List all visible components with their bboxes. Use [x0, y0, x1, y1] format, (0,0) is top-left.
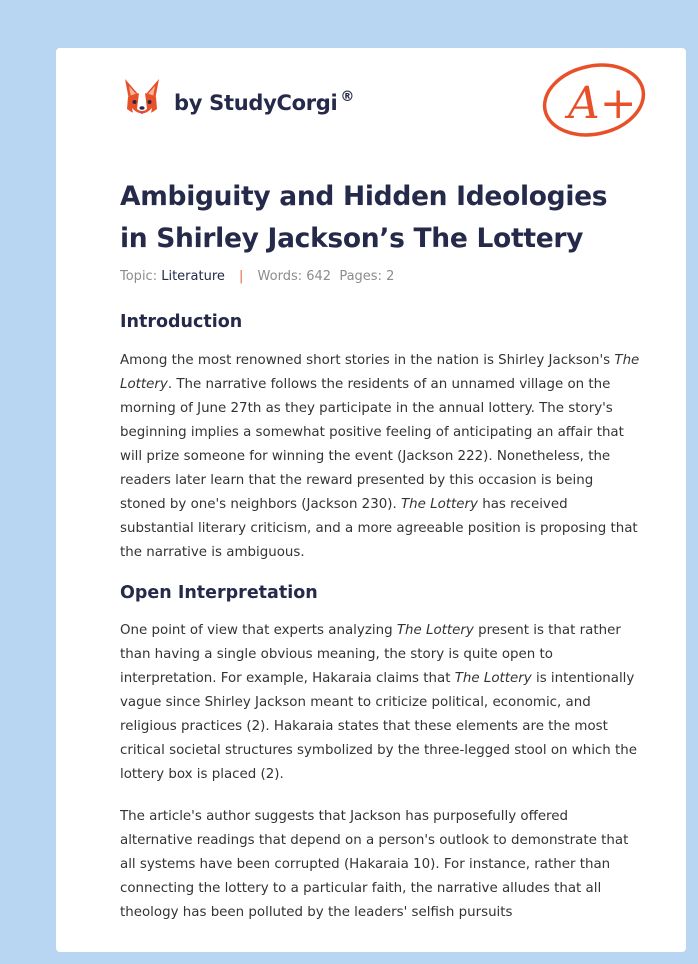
a-plus-grade-icon [538, 58, 650, 142]
section-heading-introduction: Introduction [120, 312, 243, 332]
meta-info [120, 269, 394, 284]
page-count: Pages: 2 [339, 269, 395, 284]
open-interpretation-paragraph-1: One point of view that experts analyzing The Lottery present is that rather than having a single obvious meaning, the story is quite open to interpretation. For example, Hakaraia claims that The Lottery is intentionally vague since Shirley Jackson meant to criticize political, economic, and religious practices (2). Hakaraia states that these elements are the most critical societal structures symbolized by the three-legged stool on which the lottery box is placed (2). [120, 623, 638, 782]
brand-name: by StudyCorgi ® [174, 89, 355, 115]
studycorgi-logo[interactable] [122, 76, 354, 124]
intro-paragraph: Among the most renowned short stories in the nation is Shirley Jackson's The Lottery. The narrative follows the residents of an unnamed village on the morning of June 27th as they participate in the annual lottery. The story's beginning implies a somewhat positive feeling of anticipating an affair that will prize someone for winning the event (Jackson 222). Nonetheless, the readers later learn that the reward presented by this occasion is being stoned by one's neighbors (Jackson 230). The Lottery has received substantial literary criticism, and a more agreeable position is proposing that the narrative is ambiguous. [120, 353, 640, 560]
page-title: Ambiguity and Hidden Ideologies in Shirley Jackson’s The Lottery [120, 181, 608, 254]
topic-label: Topic: [120, 269, 158, 284]
section-heading-open-interpretation: Open Interpretation [120, 583, 318, 603]
topic-link[interactable]: Literature [161, 269, 225, 284]
registered-mark: ® [340, 89, 355, 105]
word-count: Words: 642 [257, 269, 332, 284]
open-interpretation-paragraph-2: The article's author suggests that Jackson has purposefully offered alternative readings that depend on a person's outlook to demonstrate that all systems have been corrupted (Hakaraia 10). For instance, rather than connecting the lottery to a particular faith, the narrative alludes that all theology has been polluted by the leaders' selfish pursuits [120, 809, 629, 920]
document-card [56, 48, 686, 952]
meta-separator: | [239, 269, 244, 284]
corgi-icon [122, 77, 162, 123]
grade-text: A+ [568, 78, 637, 129]
